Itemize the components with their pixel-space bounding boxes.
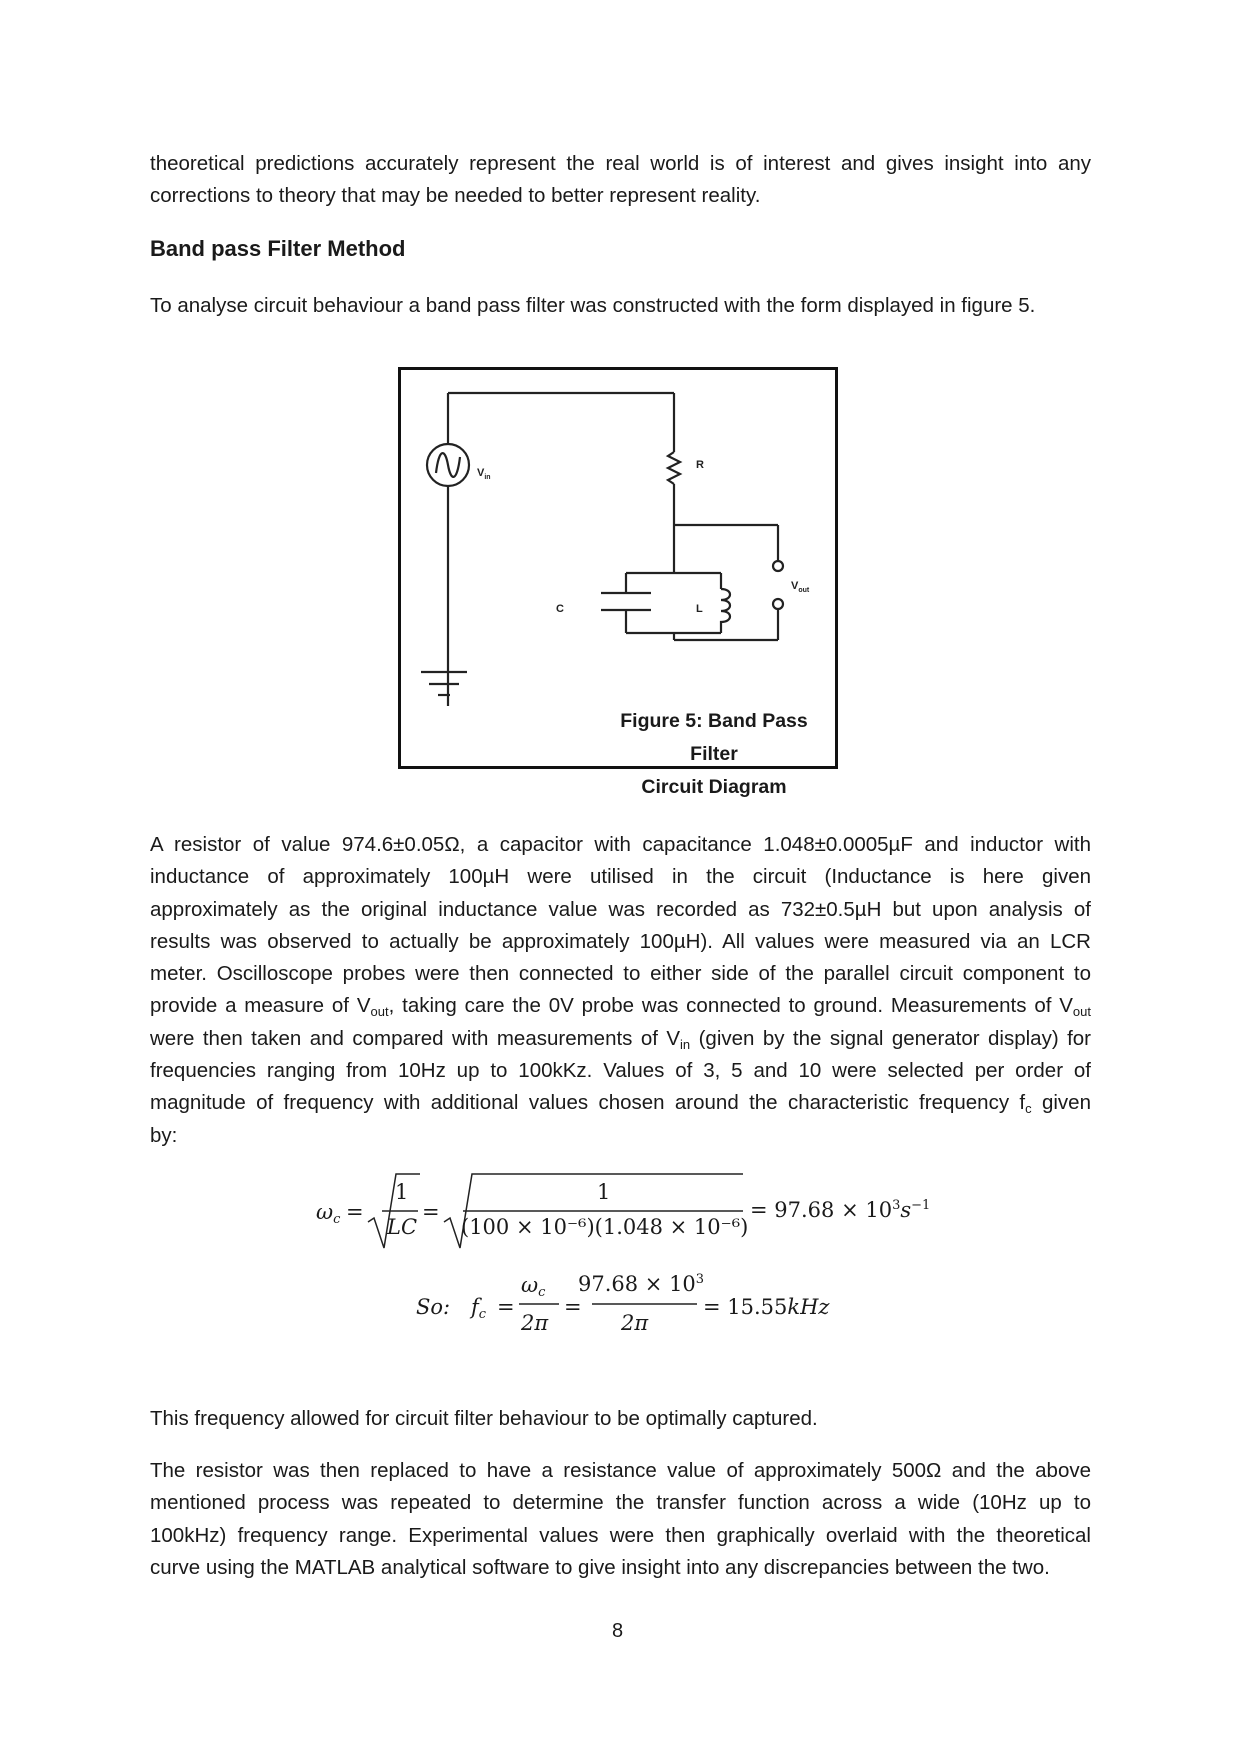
circuit-figure: [398, 367, 838, 798]
section-heading: Band pass Filter Method: [150, 236, 406, 261]
p2-line-6: provide a measure of $V_{out}$, taking care the 0V probe was connected to ground. Measurements of $V_{out}$: [150, 994, 1091, 1020]
eq2-frac1-num: $\omega_c$: [521, 1273, 546, 1300]
eq1-equals-1: =: [346, 1200, 364, 1224]
eq2-equals-1: =: [497, 1295, 515, 1319]
caption-line-2: Circuit Diagram: [641, 776, 787, 798]
caption-line-1: Figure 5: Band Pass Filter: [620, 710, 808, 765]
final-paragraph: [150, 1455, 1091, 1584]
method-paragraph: [150, 829, 1091, 1152]
eq2-result: = 15.55kHz: [703, 1295, 830, 1319]
eq1-lhs: $\omega_c$: [316, 1200, 341, 1227]
eq1-equals-2: =: [422, 1200, 440, 1224]
eq2-equals-2: =: [564, 1295, 582, 1319]
resistor-symbol: [668, 452, 680, 484]
capacitor-label: C: [556, 603, 564, 615]
eq2-frac2-den: 2π: [621, 1311, 649, 1335]
conclusion-paragraph: [150, 1403, 1091, 1435]
p2-line-4: results was observed to actually be approximately 100µH). All values were measured via an LCR: [150, 929, 1091, 953]
p2-line-8: frequencies ranging from 10Hz up to 100kKz. Values of 3, 5 and 10 were selected per order of: [150, 1059, 1091, 1083]
eq2-so: So:: [416, 1295, 451, 1319]
eq2-lhs: $f_c$: [471, 1295, 487, 1322]
vout-terminal-top: [773, 561, 783, 571]
eq1-frac2-den: (100 × 10⁻⁶)(1.048 × 10⁻⁶): [461, 1215, 749, 1239]
p4-line-4: curve using the MATLAB analytical software to give insight into any discrepancies between the two.: [150, 1555, 1050, 1579]
eq2-fraction-bars: [517, 1298, 717, 1310]
eq1-frac1-num: 1: [395, 1180, 409, 1204]
p4-line-2: mentioned process was repeated to determine the transfer function across a wide (10Hz up to: [150, 1491, 1091, 1515]
figure-caption: [596, 705, 832, 804]
p4-line-1: The resistor was then replaced to have a resistance value of approximately 500Ω and the above: [150, 1459, 1091, 1482]
sine-wave-icon: [436, 453, 460, 477]
p2-line-1: A resistor of value 974.6±0.05Ω, a capacitor with capacitance 1.048±0.0005µF and inductor with: [150, 833, 1091, 856]
eq1-frac1-den: LC: [387, 1215, 418, 1239]
p2-line-10: by:: [150, 1123, 178, 1147]
p2-line-9: magnitude of frequency with additional values chosen around the characteristic frequency $f_c$ given: [150, 1091, 1091, 1117]
p2-line-2: inductance of approximately 100µH were utilised in the circuit (Inductance is here given: [150, 865, 1091, 889]
intro-line-1: theoretical predictions accurately represent the real world is of interest and gives insight into any: [150, 152, 1091, 175]
page-number: 8: [612, 1620, 624, 1642]
intro-line-2: corrections to theory that may be needed to better represent reality.: [150, 184, 761, 208]
inductor-label: L: [696, 603, 703, 615]
eq1-result: = $97.68 \times 10^3s^{-1}$: [750, 1198, 931, 1222]
resistor-label: R: [696, 459, 704, 471]
intro-paragraph: [150, 148, 1091, 213]
eq1-frac2-num: 1: [597, 1180, 611, 1204]
vin-label: $V_{in}$: [477, 467, 491, 481]
eq2-frac1-den: 2π: [521, 1311, 549, 1335]
p3-line: This frequency allowed for circuit filter behaviour to be optimally captured.: [150, 1407, 818, 1430]
p2-line-7: were then taken and compared with measurements of $V_{in}$ (given by the signal generator display) for: [150, 1026, 1092, 1052]
lead-sentence: To analyse circuit behaviour a band pass filter was constructed with the form displayed in figure 5.: [150, 294, 1036, 317]
eq2-frac2-num: $97.68 \times 10^3$: [578, 1272, 705, 1296]
p4-line-3: 100kHz) frequency range. Experimental values were then graphically overlaid with the theoretical: [150, 1523, 1091, 1547]
inductor-symbol: [721, 589, 730, 633]
vout-label: $V_{out}$: [791, 580, 810, 594]
vout-terminal-bottom: [773, 599, 783, 609]
p2-line-3: approximately as the original inductance value was recorded as 732±0.5µH but upon analysis of: [150, 897, 1091, 921]
p2-line-5: meter. Oscilloscope probes were then connected to either side of the parallel circuit component to: [150, 962, 1091, 986]
lead-paragraph: [150, 290, 1091, 322]
